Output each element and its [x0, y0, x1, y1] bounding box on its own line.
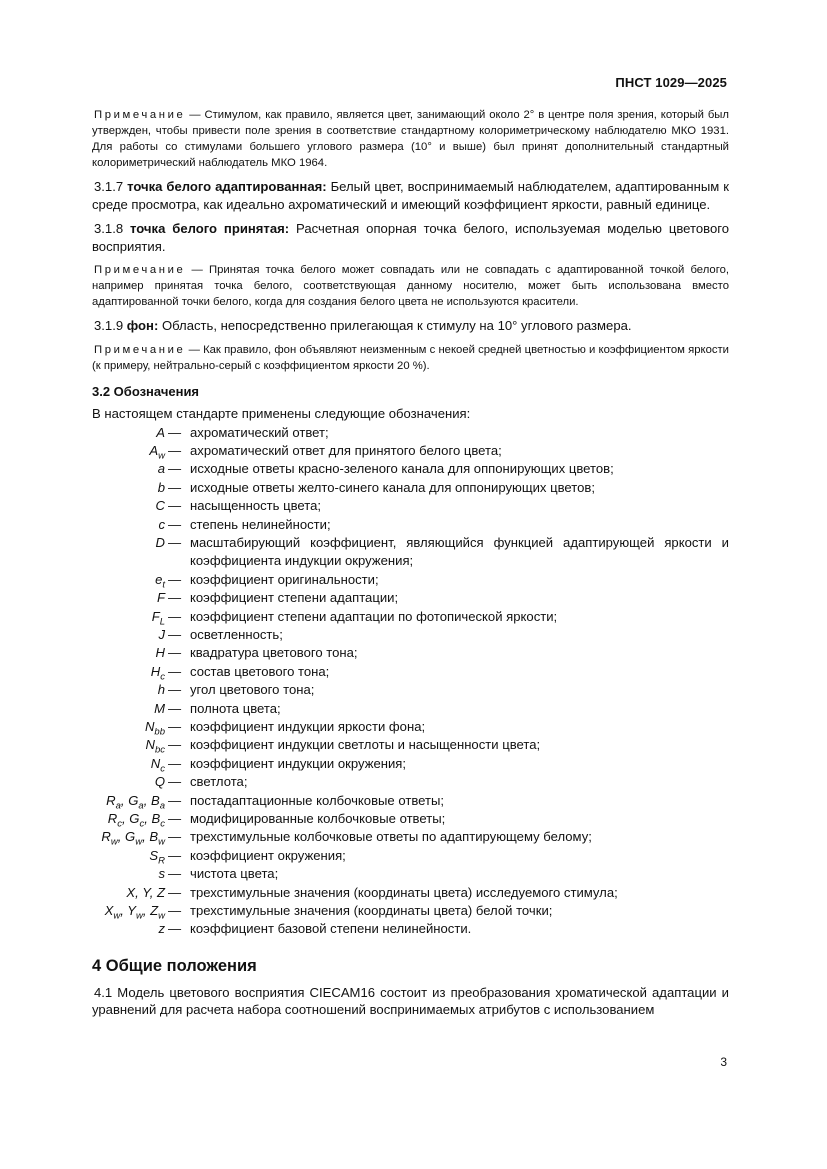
em-dash: — [168, 829, 182, 845]
symbol-subscript: a [138, 800, 144, 812]
symbol-letter: c [158, 516, 165, 532]
clause-number: 3.1.9 [94, 318, 124, 333]
clause-term: фон: [126, 318, 159, 333]
page-number: 3 [720, 1055, 727, 1069]
symbol-subscript: w [158, 910, 165, 922]
em-dash: — [168, 774, 182, 790]
em-dash: — [168, 663, 182, 679]
symbol-letter: R [107, 811, 118, 827]
symbol-letter: h [157, 682, 165, 698]
note-adopted-white [92, 262, 729, 310]
symbol-row [0, 700, 729, 718]
symbol [0, 589, 168, 607]
clause-3-1-9 [92, 317, 729, 335]
symbol-letter: J [158, 626, 165, 642]
symbol-row [0, 920, 729, 938]
symbol-row [0, 571, 729, 589]
symbol-letter: e [155, 571, 163, 587]
symbols-list [0, 424, 729, 939]
symbol-definition: степень нелинейности; [190, 516, 331, 532]
note-text: — Принятая точка белого может совпадать или не совпадать с адаптированной точкой белого, например принятая точка белого, соответствующая данному носителю, может быть использована вместо адаптированной точки белого, когда для создания белого цвета не используются красители. [92, 264, 729, 308]
note-text: — Стимулом, как правило, является цвет, занимающий около 2° в центре поля зрения, который был утвержден, чтобы привести поле зрения в соответствие стандартному колориметрическому наблюдателю МКО 1931. Для работы со стимулами большего углового размера (10° и выше) был принят дополнительный стандартный колориметрический наблюдатель МКО 1964. [92, 109, 729, 169]
clause-text: Область, непосредственно прилегающая к стимулу на 10° углового размера. [158, 318, 632, 333]
symbol-subscript: a [159, 800, 165, 812]
em-dash: — [168, 626, 182, 642]
symbol-letter: Z [150, 903, 159, 919]
symbol-row [0, 460, 729, 478]
symbol [0, 865, 168, 883]
symbol-row [0, 792, 729, 810]
symbol-letter: G [125, 829, 136, 845]
symbol-row [0, 516, 729, 534]
symbol [0, 920, 168, 938]
symbol [0, 424, 168, 442]
symbol-row [0, 736, 729, 757]
em-dash: — [168, 498, 182, 514]
symbol-letter: N [150, 755, 161, 771]
em-dash: — [168, 884, 182, 900]
symbol-row [0, 608, 729, 626]
symbol-definition: осветленность; [190, 626, 283, 642]
symbol-subscript: c [160, 763, 165, 775]
em-dash: — [168, 682, 182, 698]
em-dash: — [168, 516, 182, 532]
clause-number: 3.1.8 [94, 221, 124, 236]
symbol-letter: H [155, 645, 165, 661]
symbol [0, 497, 168, 515]
symbol-subscript: bb [154, 726, 165, 738]
symbol [0, 718, 168, 736]
symbol: $R_c$, $G_c$, $B_c$ [107, 811, 165, 830]
symbol [0, 460, 168, 478]
section-4-heading: 4 Общие положения [92, 956, 257, 975]
symbol: $R_a$, $G_a$, $B_a$ [106, 792, 165, 812]
symbol-definition: коэффициент окружения; [190, 847, 346, 863]
symbol-definition: масштабирующий коэффициент, являющийся функцией адаптирующей яркости и коэффициента индукции окружения; [190, 534, 729, 569]
em-dash: — [168, 461, 182, 477]
symbol-letter: S [149, 847, 159, 863]
symbol-letter: A [149, 442, 159, 458]
symbol-row [0, 884, 729, 902]
symbol-letter: B [150, 792, 160, 808]
symbol-letter: a [157, 461, 165, 477]
symbol-letter: M [154, 700, 165, 716]
symbol-letter: R [106, 792, 116, 808]
note-stimulus [92, 107, 729, 171]
symbol-subscript: L [159, 616, 165, 628]
symbol-definition: насыщенность цвета; [190, 498, 322, 514]
symbol-definition: ахроматический ответ; [190, 424, 329, 440]
symbol-subscript: t [162, 579, 165, 591]
em-dash: — [168, 571, 182, 587]
symbol-subscript: w [158, 837, 165, 849]
em-dash: — [168, 866, 182, 882]
symbol-letter: Q [154, 774, 165, 790]
symbol-row [0, 773, 729, 791]
section-3-2-intro: В настоящем стандарте применены следующие обозначения: [92, 405, 471, 421]
symbol-row [0, 479, 729, 497]
symbol-letter: Y [127, 903, 136, 919]
symbol-definition: модифицированные колбочковые ответы; [190, 811, 446, 827]
symbol-letter: X, Y, Z [126, 884, 165, 900]
symbol-definition: трехстимульные значения (координаты цвета) исследуемого стимула; [190, 884, 618, 900]
symbol-subscript: w [158, 450, 165, 462]
clause-term: точка белого адаптированная: [127, 179, 327, 194]
symbol-subscript: w [113, 910, 121, 922]
symbol-row [0, 626, 729, 644]
symbol [0, 700, 168, 718]
symbol-definition: коэффициент степени адаптации по фотопической яркости; [190, 608, 558, 624]
clause-number: 3.1.7 [94, 179, 124, 194]
symbol-subscript: w [110, 837, 118, 849]
clause-3-1-8 [92, 220, 729, 255]
em-dash: — [168, 424, 182, 440]
symbol [0, 773, 168, 791]
symbol-definition: коэффициент индукции светлоты и насыщенности цвета; [190, 737, 541, 753]
note-label: Примечание [94, 109, 186, 121]
symbol: $R_w$, $G_w$, $B_w$ [101, 829, 165, 849]
symbol-definition: трехстимульные значения (координаты цвета) белой точки; [190, 903, 553, 919]
em-dash: — [168, 700, 182, 716]
symbol-row [0, 589, 729, 607]
symbol-definition: коэффициент индукции окружения; [190, 755, 407, 771]
symbol-row [0, 644, 729, 662]
symbol [0, 534, 168, 571]
symbol-row [0, 497, 729, 515]
symbol [0, 847, 168, 865]
symbol-letter: N [144, 719, 155, 734]
doc-id-header: ПНСТ 1029—2025 [615, 75, 727, 90]
em-dash: — [168, 811, 182, 827]
symbol-letter: F [151, 608, 160, 624]
note-text: — Как правило, фон объявляют неизменным с некоей средней цветностью и коэффициентом яркости (к примеру, нейтрально-серый с коэффициентом яркости 20 %). [92, 343, 729, 372]
clause-term: точка белого принятая: [130, 221, 290, 236]
symbol [0, 516, 168, 534]
symbol-row [0, 718, 729, 736]
symbol [0, 442, 168, 460]
section-3-2-heading: 3.2 Обозначения [92, 383, 200, 399]
symbol [0, 479, 168, 497]
em-dash: — [168, 755, 182, 771]
symbol-definition: ахроматический ответ для принятого белого цвета; [190, 442, 502, 458]
em-dash: — [168, 479, 182, 495]
clause-4-1: 4.1 Модель цветового восприятия CIECAM16 состоит из преобразования хроматической адаптации и уравнений для расчета набора соотношений воспринимаемых атрибутов с использованием [92, 984, 729, 1018]
symbol-letter: s [158, 866, 165, 882]
note-label: Примечание [94, 343, 186, 356]
symbol-subscript: w [135, 837, 143, 849]
symbol-definition: трехстимульные колбочковые ответы по адаптирующему белому; [190, 829, 592, 845]
em-dash: — [168, 921, 182, 937]
em-dash: — [168, 590, 182, 606]
symbol-definition: коэффициент индукции яркости фона; [190, 719, 426, 734]
symbol-subscript: a [115, 800, 121, 812]
clause-3-1-7 [92, 178, 729, 213]
symbol-letter: N [145, 737, 155, 753]
symbol-letter: A [156, 424, 165, 440]
symbol [0, 663, 168, 681]
symbol-row [0, 865, 729, 883]
symbol-definition: постадаптационные колбочковые ответы; [190, 792, 445, 808]
symbol-letter: B [151, 811, 161, 827]
em-dash: — [168, 608, 182, 624]
symbol-letter: C [155, 498, 165, 514]
note-label: Примечание [94, 264, 186, 276]
symbol-row [0, 442, 729, 460]
symbol-letter: B [149, 829, 159, 845]
symbol-subscript: c [160, 818, 165, 830]
em-dash: — [168, 737, 182, 753]
symbol [0, 755, 168, 773]
symbol-row [0, 424, 729, 442]
symbol-row [0, 810, 729, 828]
em-dash: — [168, 792, 182, 808]
symbol-row [0, 828, 729, 849]
symbol [0, 626, 168, 644]
symbol [0, 736, 168, 757]
symbol [0, 608, 168, 626]
symbol [0, 681, 168, 699]
symbol-letter: G [128, 792, 139, 808]
symbol-subscript: c [139, 818, 145, 830]
symbol-definition: коэффициент базовой степени нелинейности. [190, 921, 472, 937]
symbol-letter: z [158, 921, 165, 937]
symbol-row [0, 663, 729, 681]
symbol-definition: чистота цвета; [190, 866, 279, 882]
symbol-row [0, 847, 729, 865]
symbol-letter: H [150, 663, 161, 679]
symbol-definition: светлота; [190, 774, 248, 790]
em-dash: — [168, 903, 182, 919]
symbol-subscript: c [117, 818, 123, 830]
em-dash: — [168, 719, 182, 734]
symbol-definition: угол цветового тона; [190, 682, 315, 698]
symbol-letter: R [101, 829, 111, 845]
symbol-letter: G [129, 811, 140, 827]
symbol-letter: F [157, 590, 165, 606]
symbol-letter: D [155, 534, 165, 550]
symbol-definition: исходные ответы красно-зеленого канала для оппонирующих цветов; [190, 461, 614, 477]
symbol: $X_w$, $Y_w$, $Z_w$ [104, 903, 165, 922]
symbol [0, 644, 168, 662]
symbol [0, 571, 168, 589]
note-background [92, 342, 729, 374]
symbol-subscript: bc [154, 745, 165, 757]
symbol-definition: состав цветового тона; [190, 663, 330, 679]
symbol-row [0, 902, 729, 920]
symbol-definition: квадратура цветового тона; [190, 645, 358, 661]
em-dash: — [168, 534, 182, 550]
symbol-row [0, 534, 729, 571]
symbol-subscript: R [158, 855, 165, 867]
symbol-definition: исходные ответы желто-синего канала для оппонирующих цветов; [190, 479, 595, 495]
page-body [92, 107, 729, 1026]
symbol-definition: полнота цвета; [190, 700, 281, 716]
symbol-row [0, 755, 729, 773]
em-dash: — [168, 442, 182, 458]
em-dash: — [168, 847, 182, 863]
clause-text: Расчетная опорная точка белого, используемая моделью цветового восприятия. [92, 221, 729, 254]
symbol-subscript: c [160, 671, 165, 683]
symbol-letter: b [157, 479, 165, 495]
symbol-subscript: w [135, 910, 143, 922]
symbol-row [0, 681, 729, 699]
symbol-definition: коэффициент степени адаптации; [190, 590, 399, 606]
clause-text: Белый цвет, воспринимаемый наблюдателем, адаптированным к среде просмотра, как идеально ахроматический и имеющий коэффициент яркости, равный единице. [92, 179, 729, 212]
symbol [0, 884, 168, 902]
symbol-letter: X [104, 903, 114, 919]
symbol-definition: коэффициент оригинальности; [190, 571, 379, 587]
em-dash: — [168, 645, 182, 661]
